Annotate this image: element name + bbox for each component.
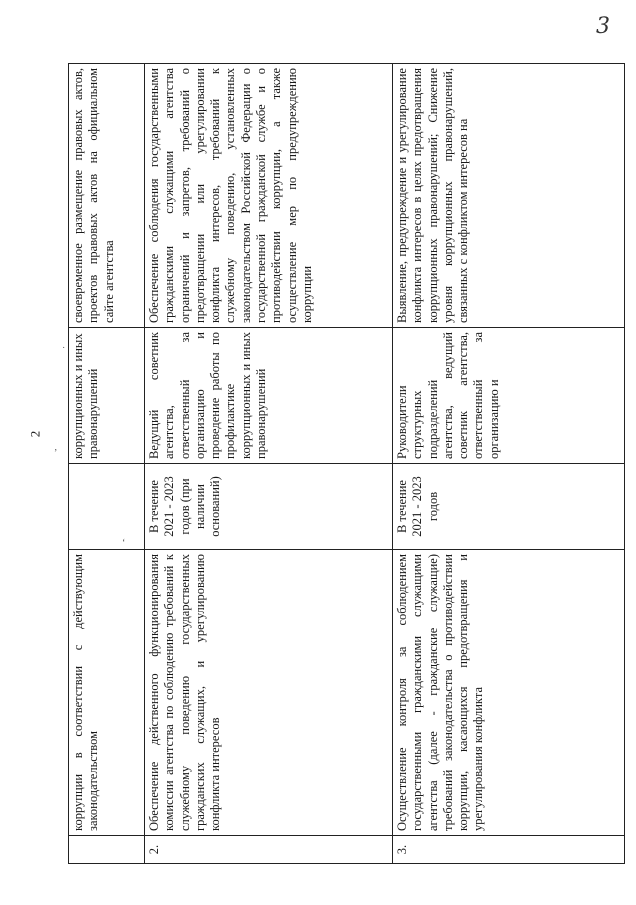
rotated-table-container — [68, 64, 624, 864]
term-cell: В течение 2021 - 2023 годов (при наличии оснований) — [145, 464, 393, 550]
row-number: 3. — [393, 836, 625, 864]
page-number: 2 — [27, 430, 43, 438]
result-cell: Выявление, предупреждение и урегулирование конфликта интересов в целях предотвращения коррупционных правонарушений; Снижение уровня коррупционных правонарушений, связанных с конфликтом интересов на — [393, 64, 625, 328]
table-row — [393, 64, 625, 864]
table-row — [69, 64, 145, 864]
term-cell: В течение 2021 - 2023 годов — [393, 464, 625, 550]
anticorruption-plan-table — [68, 63, 625, 864]
responsible-cell: Руководители структурных подразделений агентства, ведущий советник агентства, ответственный за организацию и — [393, 328, 625, 464]
scan-speck: ˙ — [62, 346, 66, 357]
term-cell — [69, 464, 145, 550]
event-cell: Осуществление контроля за соблюдением государственными гражданскими служащими агентства (далее - гражданские служащие) требований законодательства о противодействии коррупции, касающихся предотвращения и урегулирования конфликта — [393, 550, 625, 836]
row-number: 2. — [145, 836, 393, 864]
responsible-cell: коррупционных и иных правонарушений — [69, 328, 145, 464]
event-cell: коррупции в соответствии с действующим законодательством — [69, 550, 145, 836]
table-row — [145, 64, 393, 864]
scan-speck: ʼ — [54, 448, 58, 459]
scan-speck: ʻ — [122, 538, 126, 549]
handwritten-page-mark: 3 — [596, 14, 610, 39]
row-number — [69, 836, 145, 864]
result-cell: своевременное размещение правовых актов, проектов правовых актов на официальном сайте агентства — [69, 64, 145, 328]
event-cell: Обеспечение действенного функционирования комиссии агентства по соблюдению требований к служебному поведению государственных гражданских служащих, и урегулированию конфликта интересов — [145, 550, 393, 836]
responsible-cell: Ведущий советник агентства, ответственный за организацию и проведение работы по профилактике коррупционных и иных правонарушений — [145, 328, 393, 464]
result-cell: Обеспечение соблюдения государственными гражданскими служащими агентства ограничений и запретов, требований о предотвращении или урегулировании конфликта интересов, требований к служебному поведению, установленных законодательством Российской Федерации о государственной гражданской службе и о противодействии коррупции, а также осуществление мер по предупреждению коррупции — [145, 64, 393, 328]
